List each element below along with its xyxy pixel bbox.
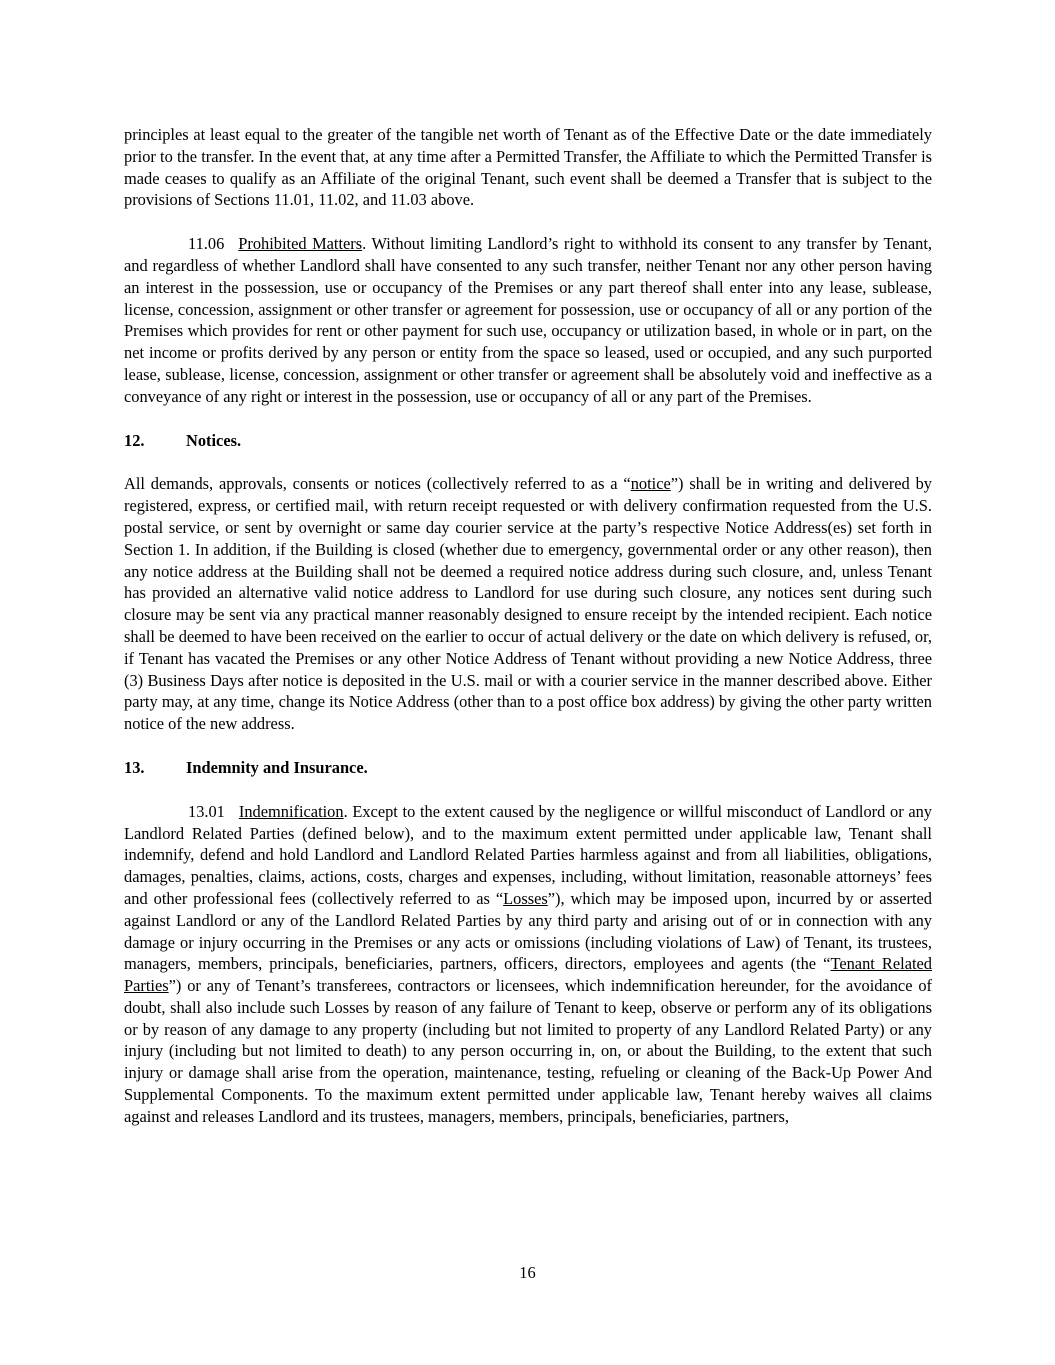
section-number: 11.06	[188, 234, 225, 254]
section-title: Prohibited Matters	[238, 234, 363, 254]
section-number: 13.01	[188, 801, 225, 821]
document-page	[124, 124, 932, 1150]
section-title-period: .	[343, 801, 348, 821]
defined-term-losses: Losses	[503, 888, 548, 908]
section-13-01	[124, 801, 932, 1128]
section-title: Indemnification	[238, 801, 344, 821]
section-12-body	[124, 473, 932, 735]
section-11-06	[124, 233, 932, 407]
section-title: Indemnity and Insurance.	[186, 757, 368, 777]
section-text: Except to the extent caused by the negligence or willful misconduct of Landlord or any Landlord Related Parties (defined below), and to the maximum extent permitted under applicable law, Tenant shall indemnify, defend and hold Landlord and Landlord Related Parties harmless against and from all liabilities, obligations, damages, penalties, claims, actions, costs, charges and expenses, including, without limitation, reasonable attorneys’ fees and other professional fees (collectively referred to as “	[124, 801, 932, 908]
section-title: Notices.	[186, 430, 242, 450]
section-text: All demands, approvals, consents or notices (collectively referred to as a “	[124, 474, 631, 494]
section-title-period: .	[362, 234, 367, 254]
section-number: 12.	[124, 430, 145, 450]
section-text: ”) or any of Tenant’s transferees, contractors or licensees, which indemnification hereunder, for the avoidance of doubt, shall also include such Losses by reason of any failure of Tenant to keep, observe or perform any of its obligations or by reason of any damage to any property (including but not limited to property of any Landlord Related Party) or any injury (including but not limited to death) to any person occurring in, on, or about the Building, to the extent that such injury or damage shall arise from the operation, maintenance, testing, refueling or cleaning of the Back-Up Power And Supplemental Components. To the maximum extent permitted under applicable law, Tenant hereby waives all claims against and releases Landlord and its trustees, managers, members, principals, beneficiaries, partners,	[124, 976, 932, 1126]
section-text: ”), which may be imposed upon, incurred by or asserted against Landlord or any of the Landlord Related Parties by any third party and arising out of or in connection with any damage or injury occurring in the Premises or any acts or omissions (including violations of Law) of Tenant, its trustees, managers, members, principals, beneficiaries, partners, officers, directors, employees and agents (the “	[124, 888, 932, 974]
section-13-heading	[124, 757, 932, 779]
page-number: 16	[519, 1263, 536, 1282]
defined-term-notice: notice	[630, 474, 671, 494]
section-12-heading	[124, 430, 932, 452]
section-text: Without limiting Landlord’s right to withhold its consent to any transfer by Tenant, and regardless of whether Landlord shall have consented to any such transfer, neither Tenant nor any other person having an interest in the possession, use or occupancy of the Premises or any part thereof shall enter into any lease, sublease, license, concession, assignment or other transfer or agreement for possession, use or occupancy of all or any portion of the Premises which provides for rent or other payment for such use, occupancy or utilization based, in whole or in part, on the net income or profits derived by any person or entity from the space so leased, used or occupied, and any such purported lease, sublease, license, concession, assignment or other transfer or agreement shall be absolutely void and ineffective as a conveyance of any right or interest in the possession, use or occupancy of all or any part of the Premises.	[124, 234, 932, 406]
paragraph-continued: principles at least equal to the greater of the tangible net worth of Tenant as of the Effective Date or the date immediately prior to the transfer. In the event that, at any time after a Permitted Transfer, the Affiliate to which the Permitted Transfer is made ceases to qualify as an Affiliate of the original Tenant, such event shall be deemed a Transfer that is subject to the provisions of Sections 11.01, 11.02, and 11.03 above.	[124, 125, 932, 210]
defined-term-tenant-related-parties: Tenant Related Parties	[124, 954, 932, 996]
section-text: ”) shall be in writing and delivered by registered, express, or certified mail, with return receipt requested or with delivery confirmation requested from the U.S. postal service, or sent by overnight or same day courier service at the party’s respective Notice Address(es) set forth in Section 1. In addition, if the Building is closed (whether due to emergency, governmental order or any other reason), then any notice address at the Building shall not be deemed a required notice address during such closure, and, unless Tenant has provided an alternative valid notice address to Landlord for use during such closure, any notices sent during such closure may be sent via any practical manner reasonably designed to ensure receipt by the intended recipient. Each notice shall be deemed to have been received on the earlier to occur of actual delivery or the date on which delivery is refused, or, if Tenant has vacated the Premises or any other Notice Address of Tenant without providing a new Notice Address, three (3) Business Days after notice is deposited in the U.S. mail or with a courier service in the manner described above. Either party may, at any time, change its Notice Address (other than to a post office box address) by giving the other party written notice of the new address.	[124, 474, 932, 734]
section-number: 13.	[124, 757, 145, 777]
